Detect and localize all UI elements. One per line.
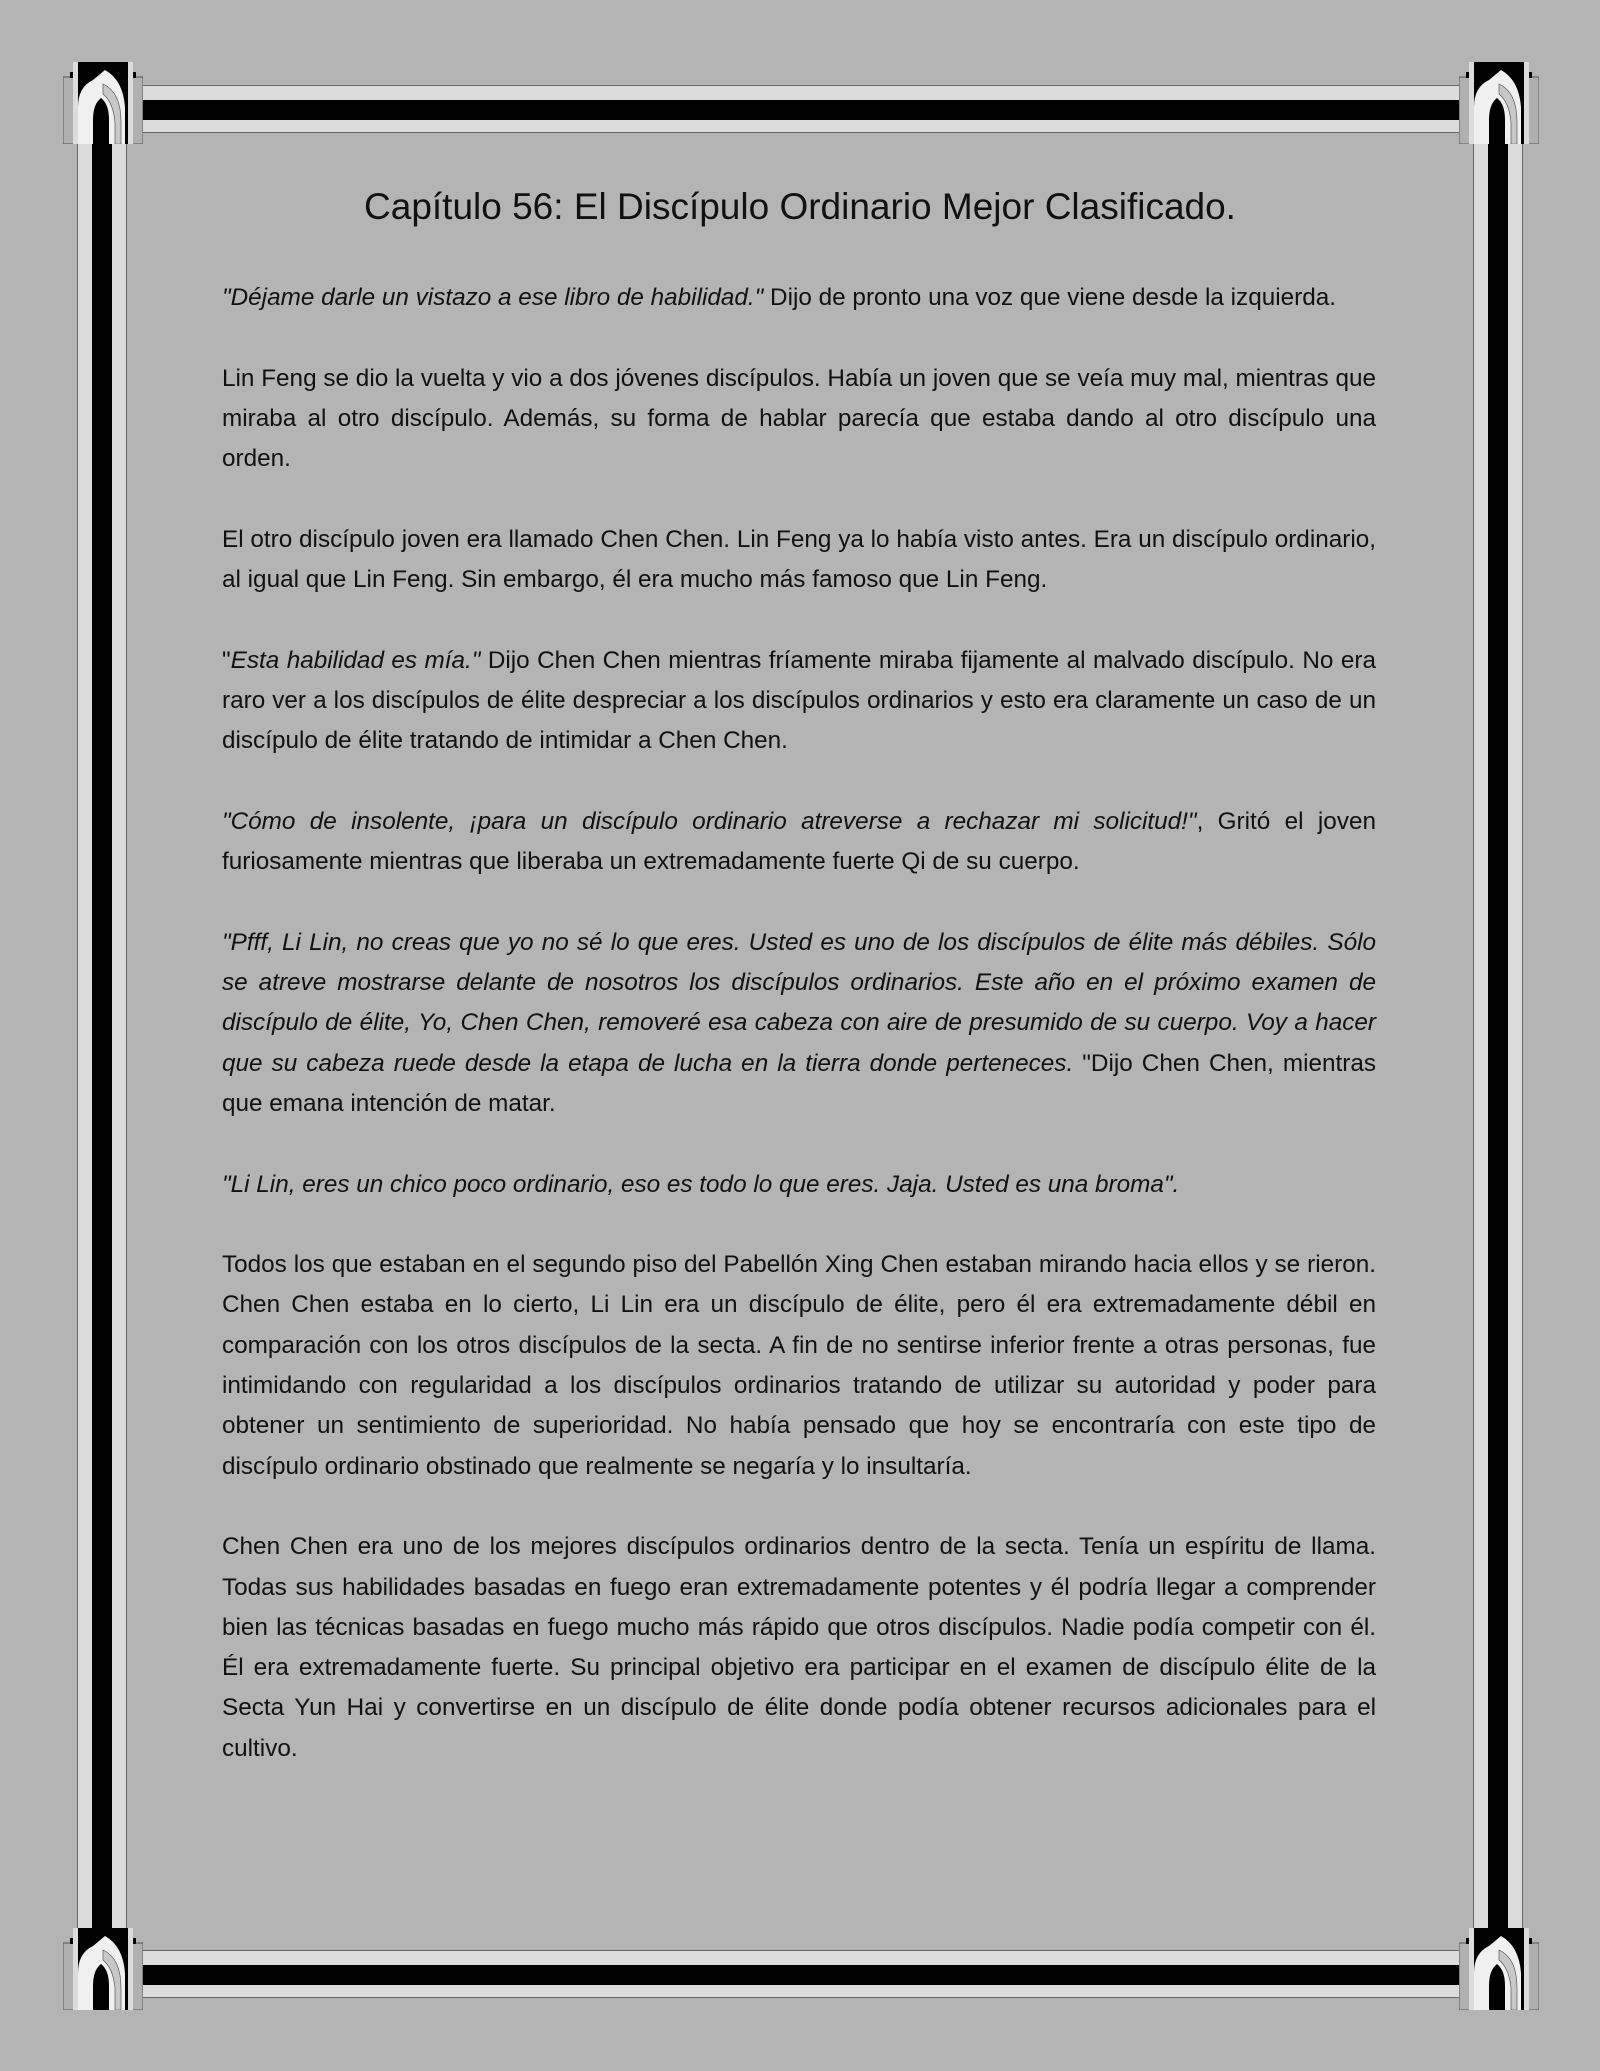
frame-right-bar: [1473, 142, 1523, 1932]
narration: Todos los que estaban en el segundo piso del Pabellón Xing Chen estaban mirando hacia ellos y se rieron. Chen Chen estaba en lo cierto, Li Lin era un discípulo de élite, pero él era extremadamente débil en comparación con los otros discípulos de la secta. A fin de no sentirse inferior frente a otras personas, fue intimidando con regularidad a los discípulos ordinarios tratando de utilizar su autoridad y poder para obtener un sentimiento de superioridad. No había pensado que hoy se encontraría con este tipo de discípulo ordinario obstinado que realmente se negaría y lo insultaría.: [222, 1251, 1376, 1480]
frame-bottom-bar: [140, 1950, 1460, 1998]
dialogue: "Cómo de insolente, ¡para un discípulo ordinario atreverse a rechazar mi solicitud!": [222, 807, 1197, 835]
dialogue: "Pfff, Li Lin, no creas que yo no sé lo que eres. Usted es uno de los discípulos de élite más débiles. Sólo se atreve mostrarse delante de nosotros los discípulos ordinarios. Este año en el próximo examen de discípulo de élite, Yo, Chen Chen, removeré esa cabeza con aire de presumido de su cuerpo. Voy a hacer que su cabeza ruede desde la etapa de lucha en la tierra donde perteneces.: [222, 928, 1376, 1077]
paragraph: [222, 520, 1376, 601]
frame-left-bar: [77, 142, 127, 1932]
paragraph: [222, 923, 1376, 1124]
paragraph: [222, 802, 1376, 883]
frame-top-bar: [140, 85, 1460, 133]
chapter-title: Capítulo 56: El Discípulo Ordinario Mejor Clasificado.: [364, 186, 1236, 227]
paragraph: [222, 641, 1376, 762]
dialogue: "Li Lin, eres un chico poco ordinario, eso es todo lo que eres. Jaja. Usted es una broma".: [222, 1170, 1180, 1198]
narration: Dijo de pronto una voz que viene desde la izquierda.: [763, 284, 1337, 311]
corner-ornament-icon: [1459, 62, 1539, 144]
paragraph: [222, 1165, 1376, 1205]
paragraph: [222, 1245, 1376, 1487]
narration: , Gritó el joven furiosamente mientras que liberaba un extremadamente fuerte Qi de su cuerpo.: [222, 807, 1376, 876]
dialogue: "Déjame darle un vistazo a ese libro de habilidad.": [222, 284, 764, 311]
paragraph: [222, 278, 1376, 318]
narration: "Dijo Chen Chen, mientras que emana intención de matar.: [222, 1049, 1376, 1117]
paragraph: [222, 359, 1376, 480]
narration: Lin Feng se dio la vuelta y vio a dos jóvenes discípulos. Había un joven que se veía muy mal, mientras que miraba al otro discípulo. Además, su forma de hablar parecía que estaba dando al otro discípulo una orden.: [222, 364, 1376, 473]
narration: ": [222, 646, 231, 674]
dialogue: Esta habilidad es mía.": [230, 646, 481, 674]
corner-ornament-icon: [1459, 1928, 1539, 2010]
corner-ornament-icon: [63, 62, 143, 144]
chapter-body: [222, 278, 1376, 1809]
paragraph: [222, 1527, 1376, 1769]
narration: Dijo Chen Chen mientras fríamente miraba fijamente al malvado discípulo. No era raro ver a los discípulos de élite despreciar a los discípulos ordinarios y esto era claramente un caso de un discípulo de élite tratando de intimidar a Chen Chen.: [222, 646, 1376, 755]
narration: El otro discípulo joven era llamado Chen Chen. Lin Feng ya lo había visto antes. Era un discípulo ordinario, al igual que Lin Feng. Sin embargo, él era mucho más famoso que Lin Feng.: [222, 525, 1376, 594]
corner-ornament-icon: [63, 1928, 143, 2010]
narration: Chen Chen era uno de los mejores discípulos ordinarios dentro de la secta. Tenía un espíritu de llama. Todas sus habilidades basadas en fuego eran extremadamente potentes y él podría llegar a comprender bien las técnicas basadas en fuego mucho más rápido que otros discípulos. Nadie podía competir con él. Él era extremadamente fuerte. Su principal objetivo era participar en el examen de discípulo élite de la Secta Yun Hai y convertirse en un discípulo de élite donde podía obtener recursos adicionales para el cultivo.: [222, 1533, 1376, 1762]
